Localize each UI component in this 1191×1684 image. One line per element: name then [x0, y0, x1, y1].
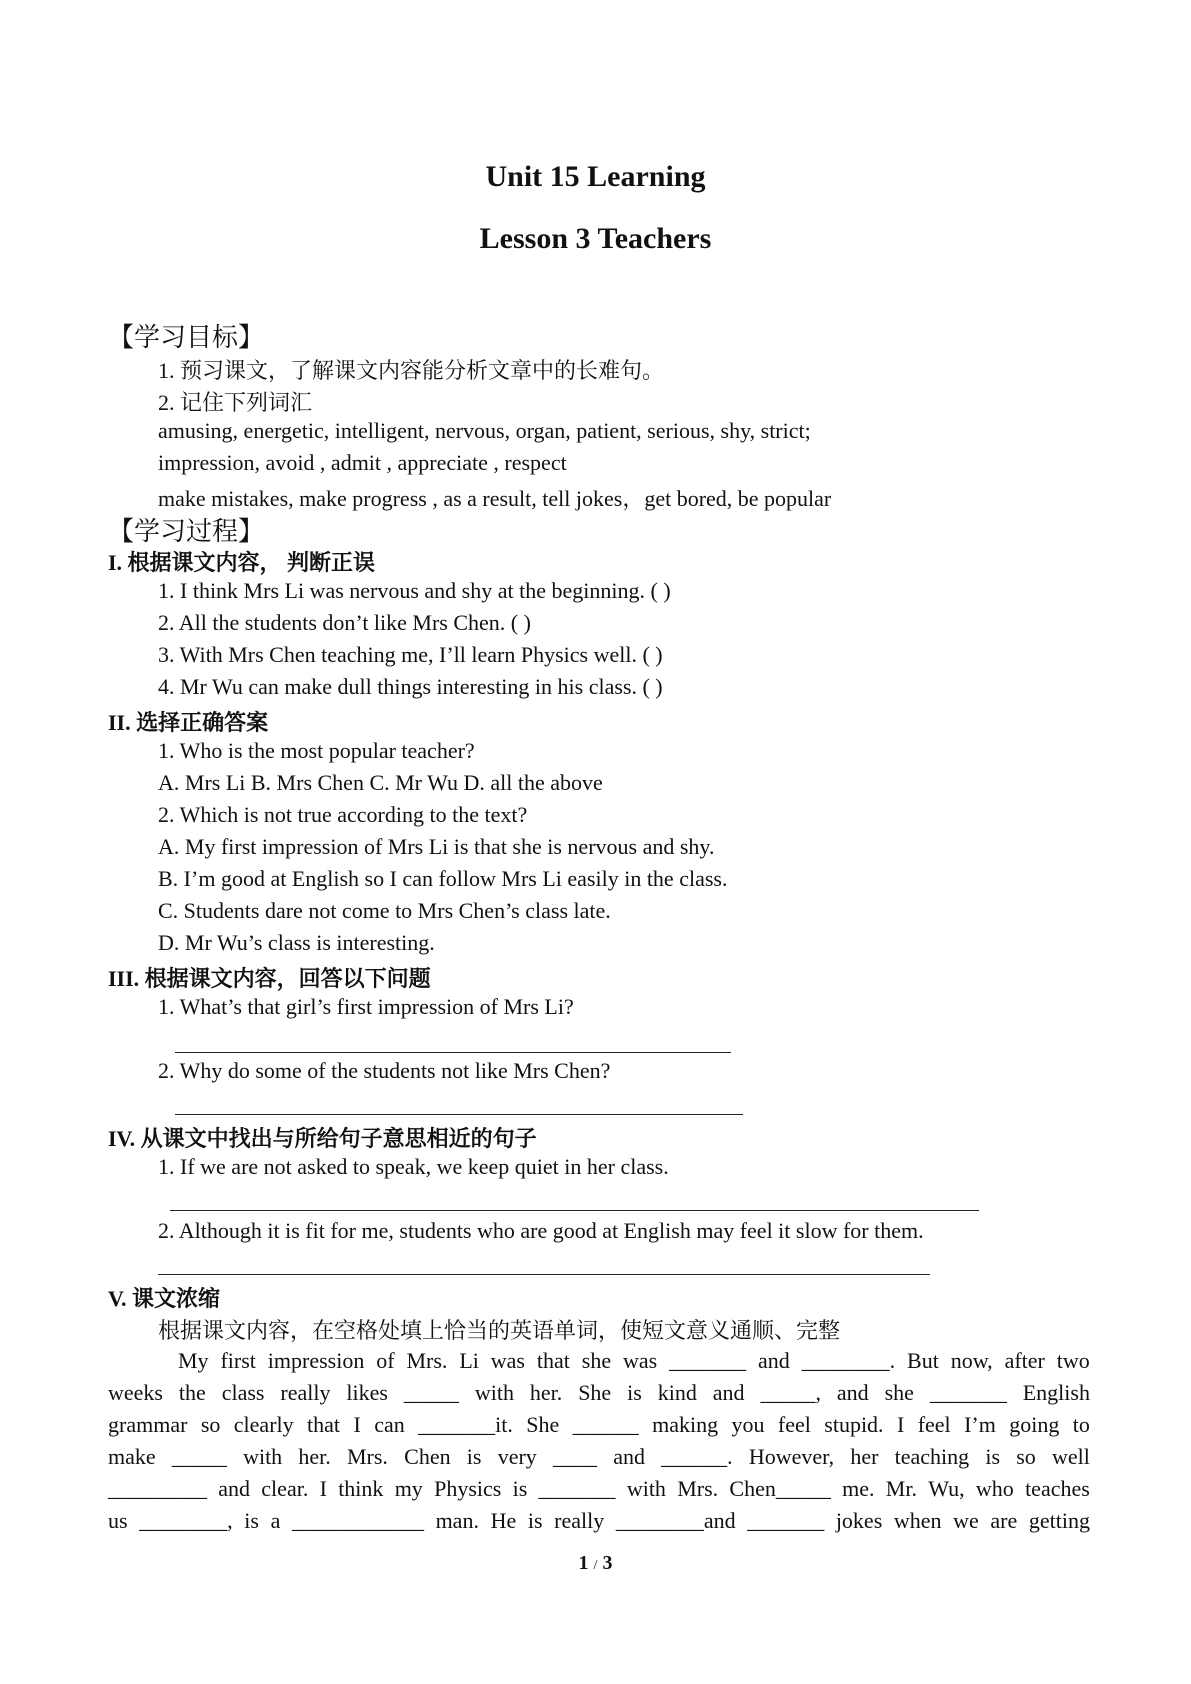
- word: jokes: [835, 1508, 883, 1533]
- word: She: [578, 1380, 612, 1405]
- fill-blank: _____: [403, 1380, 459, 1405]
- word: me.: [842, 1476, 875, 1501]
- word: can: [374, 1412, 405, 1437]
- word: and: [836, 1380, 869, 1405]
- word: she: [581, 1348, 612, 1373]
- word: likes: [346, 1380, 388, 1405]
- word: Mrs.: [677, 1476, 719, 1501]
- word: Li: [459, 1348, 479, 1373]
- word: clearly: [233, 1412, 294, 1437]
- fill-blank: _______it.: [418, 1412, 513, 1437]
- word: grammar: [108, 1412, 188, 1437]
- word: weeks: [108, 1380, 163, 1405]
- word: after: [1004, 1348, 1045, 1373]
- fill-blank: _____,: [760, 1380, 821, 1405]
- word: Wu,: [928, 1476, 965, 1501]
- vocabulary-line: amusing, energetic, intelligent, nervous, organ, patient, serious, shy, strict;: [158, 418, 811, 443]
- word: is: [627, 1380, 642, 1405]
- word: I: [353, 1412, 361, 1437]
- answer-option: D. Mr Wu’s class is interesting.: [158, 930, 435, 955]
- true-false-item: 1. I think Mrs Li was nervous and shy at the beginning. ( ): [158, 578, 671, 603]
- word: of: [376, 1348, 395, 1373]
- word: and: [757, 1348, 790, 1373]
- word: is: [527, 1508, 543, 1533]
- true-false-item: 3. With Mrs Chen teaching me, I’ll learn Physics well. ( ): [158, 642, 663, 667]
- word: so: [200, 1412, 221, 1437]
- objectives-heading: 【学习目标】: [108, 323, 265, 352]
- word: was: [490, 1348, 525, 1373]
- paragraph-line: [108, 1505, 1090, 1537]
- section-3-heading: III. 根据课文内容，回答以下问题: [108, 966, 431, 991]
- word: getting: [1028, 1508, 1090, 1533]
- answer-line: [158, 1274, 930, 1275]
- word: well: [1052, 1444, 1090, 1469]
- word: us: [108, 1508, 128, 1533]
- fill-blank: ________,: [139, 1508, 233, 1533]
- word: making: [652, 1412, 719, 1437]
- cloze-paragraph: [108, 1345, 1090, 1537]
- word: Mr.: [885, 1476, 917, 1501]
- word: is: [512, 1476, 528, 1501]
- word: so: [1016, 1444, 1036, 1469]
- true-false-item: 4. Mr Wu can make dull things interesting in his class. ( ): [158, 674, 663, 699]
- word: very: [497, 1444, 537, 1469]
- fill-blank: _______: [929, 1380, 1007, 1405]
- section-1-heading: I. 根据课文内容， 判断正误: [108, 550, 376, 575]
- word: we: [953, 1508, 979, 1533]
- fill-blank: Chen_____: [729, 1476, 831, 1501]
- word: My: [178, 1348, 209, 1373]
- word: first: [220, 1348, 256, 1373]
- word: and: [218, 1476, 251, 1501]
- word: She: [526, 1412, 560, 1437]
- word: to: [1072, 1412, 1090, 1437]
- word: teaches: [1025, 1476, 1090, 1501]
- fill-blank: _____: [171, 1444, 227, 1469]
- word: Mrs.: [346, 1444, 388, 1469]
- paragraph-line: [108, 1473, 1090, 1505]
- page-total: 3: [602, 1552, 613, 1574]
- word: feel: [777, 1412, 811, 1437]
- word: you: [731, 1412, 765, 1437]
- fill-blank: _______: [747, 1508, 825, 1533]
- word: feel: [917, 1412, 951, 1437]
- answer-line: [170, 1210, 979, 1211]
- fill-blank: ______: [572, 1412, 639, 1437]
- page-subtitle: Lesson 3 Teachers: [479, 222, 712, 255]
- fill-blank: ____: [552, 1444, 597, 1469]
- word: However,: [748, 1444, 835, 1469]
- page-separator: /: [593, 1558, 598, 1573]
- word: I: [319, 1476, 327, 1501]
- paragraph-line: [108, 1441, 1090, 1473]
- word: going: [1009, 1412, 1060, 1437]
- section-5-heading: V. 课文浓缩: [108, 1286, 221, 1311]
- word: really: [280, 1380, 331, 1405]
- word: English: [1022, 1380, 1090, 1405]
- word: really: [554, 1508, 605, 1533]
- word: clear.: [261, 1476, 309, 1501]
- word: He: [490, 1508, 517, 1533]
- fill-blank: _________: [108, 1476, 207, 1501]
- objective-item: 2. 记住下列词汇: [158, 390, 313, 415]
- word: now,: [950, 1348, 993, 1373]
- word: is: [244, 1508, 259, 1533]
- word: man.: [435, 1508, 479, 1533]
- word: with: [626, 1476, 666, 1501]
- fill-blank: _______: [669, 1348, 747, 1373]
- answer-option: A. My first impression of Mrs Li is that she is nervous and shy.: [158, 834, 715, 859]
- word: is: [985, 1444, 1001, 1469]
- word: that: [307, 1412, 341, 1437]
- answer-option: C. Students dare not come to Mrs Chen’s class late.: [158, 898, 611, 923]
- instruction: 根据课文内容，在空格处填上恰当的英语单词，使短文意义通顺、完整: [158, 1318, 841, 1343]
- objective-item: 1. 预习课文，了解课文内容能分析文章中的长难句。: [158, 358, 665, 383]
- true-false-item: 2. All the students don’t like Mrs Chen. ( ): [158, 610, 531, 635]
- word: her: [850, 1444, 879, 1469]
- answer-line: [175, 1114, 743, 1115]
- paragraph-line: [108, 1345, 1090, 1377]
- word: my: [394, 1476, 423, 1501]
- word: Mrs.: [406, 1348, 448, 1373]
- word: that: [536, 1348, 570, 1373]
- word: make: [108, 1444, 156, 1469]
- word: But: [907, 1348, 939, 1373]
- answer-options: A. Mrs Li B. Mrs Chen C. Mr Wu D. all the above: [158, 770, 603, 795]
- vocabulary-line: make mistakes, make progress , as a result, tell jokes，get bored, be popular: [158, 486, 832, 511]
- word: Physics: [434, 1476, 502, 1501]
- page-current: 1: [578, 1552, 589, 1574]
- word: think: [338, 1476, 384, 1501]
- fill-blank: ________.: [801, 1348, 896, 1373]
- question: 2. Although it is fit for me, students who are good at English may feel it slow for them.: [158, 1218, 924, 1243]
- word: Chen: [404, 1444, 451, 1469]
- word: the: [178, 1380, 206, 1405]
- word: who: [975, 1476, 1014, 1501]
- word: and: [712, 1380, 745, 1405]
- fill-blank: ____________: [291, 1508, 424, 1533]
- word: class: [221, 1380, 265, 1405]
- word: her.: [529, 1380, 563, 1405]
- vocabulary-line: impression, avoid , admit , appreciate , respect: [158, 450, 567, 475]
- section-4-heading: IV. 从课文中找出与所给句子意思相近的句子: [108, 1126, 537, 1151]
- question: 1. What’s that girl’s first impression of Mrs Li?: [158, 994, 574, 1019]
- page-title: Unit 15 Learning: [485, 160, 706, 193]
- word: when: [893, 1508, 942, 1533]
- word: her.: [298, 1444, 331, 1469]
- process-heading: 【学习过程】: [108, 517, 265, 546]
- word: are: [990, 1508, 1018, 1533]
- question: 2. Why do some of the students not like Mrs Chen?: [158, 1058, 611, 1083]
- page-number: [0, 1552, 1191, 1575]
- answer-option: B. I’m good at English so I can follow Mrs Li easily in the class.: [158, 866, 728, 891]
- word: two: [1056, 1348, 1090, 1373]
- word: stupid.: [824, 1412, 884, 1437]
- word: with: [243, 1444, 283, 1469]
- paragraph-line: [108, 1377, 1090, 1409]
- word: she: [884, 1380, 914, 1405]
- word: teaching: [894, 1444, 970, 1469]
- question: 2. Which is not true according to the text?: [158, 802, 528, 827]
- fill-blank: ______.: [661, 1444, 733, 1469]
- fill-blank: ________and: [615, 1508, 736, 1533]
- word: was: [622, 1348, 658, 1373]
- word: kind: [657, 1380, 697, 1405]
- question: 1. If we are not asked to speak, we keep quiet in her class.: [158, 1154, 669, 1179]
- question: 1. Who is the most popular teacher?: [158, 738, 475, 763]
- word: I’m: [964, 1412, 996, 1437]
- word: is: [466, 1444, 482, 1469]
- word: a: [270, 1508, 281, 1533]
- answer-line: [175, 1052, 731, 1053]
- fill-blank: _______: [538, 1476, 616, 1501]
- word: and: [613, 1444, 645, 1469]
- word: impression: [267, 1348, 365, 1373]
- word: I: [896, 1412, 905, 1437]
- section-2-heading: II. 选择正确答案: [108, 710, 269, 735]
- paragraph-line: [108, 1409, 1090, 1441]
- word: with: [474, 1380, 514, 1405]
